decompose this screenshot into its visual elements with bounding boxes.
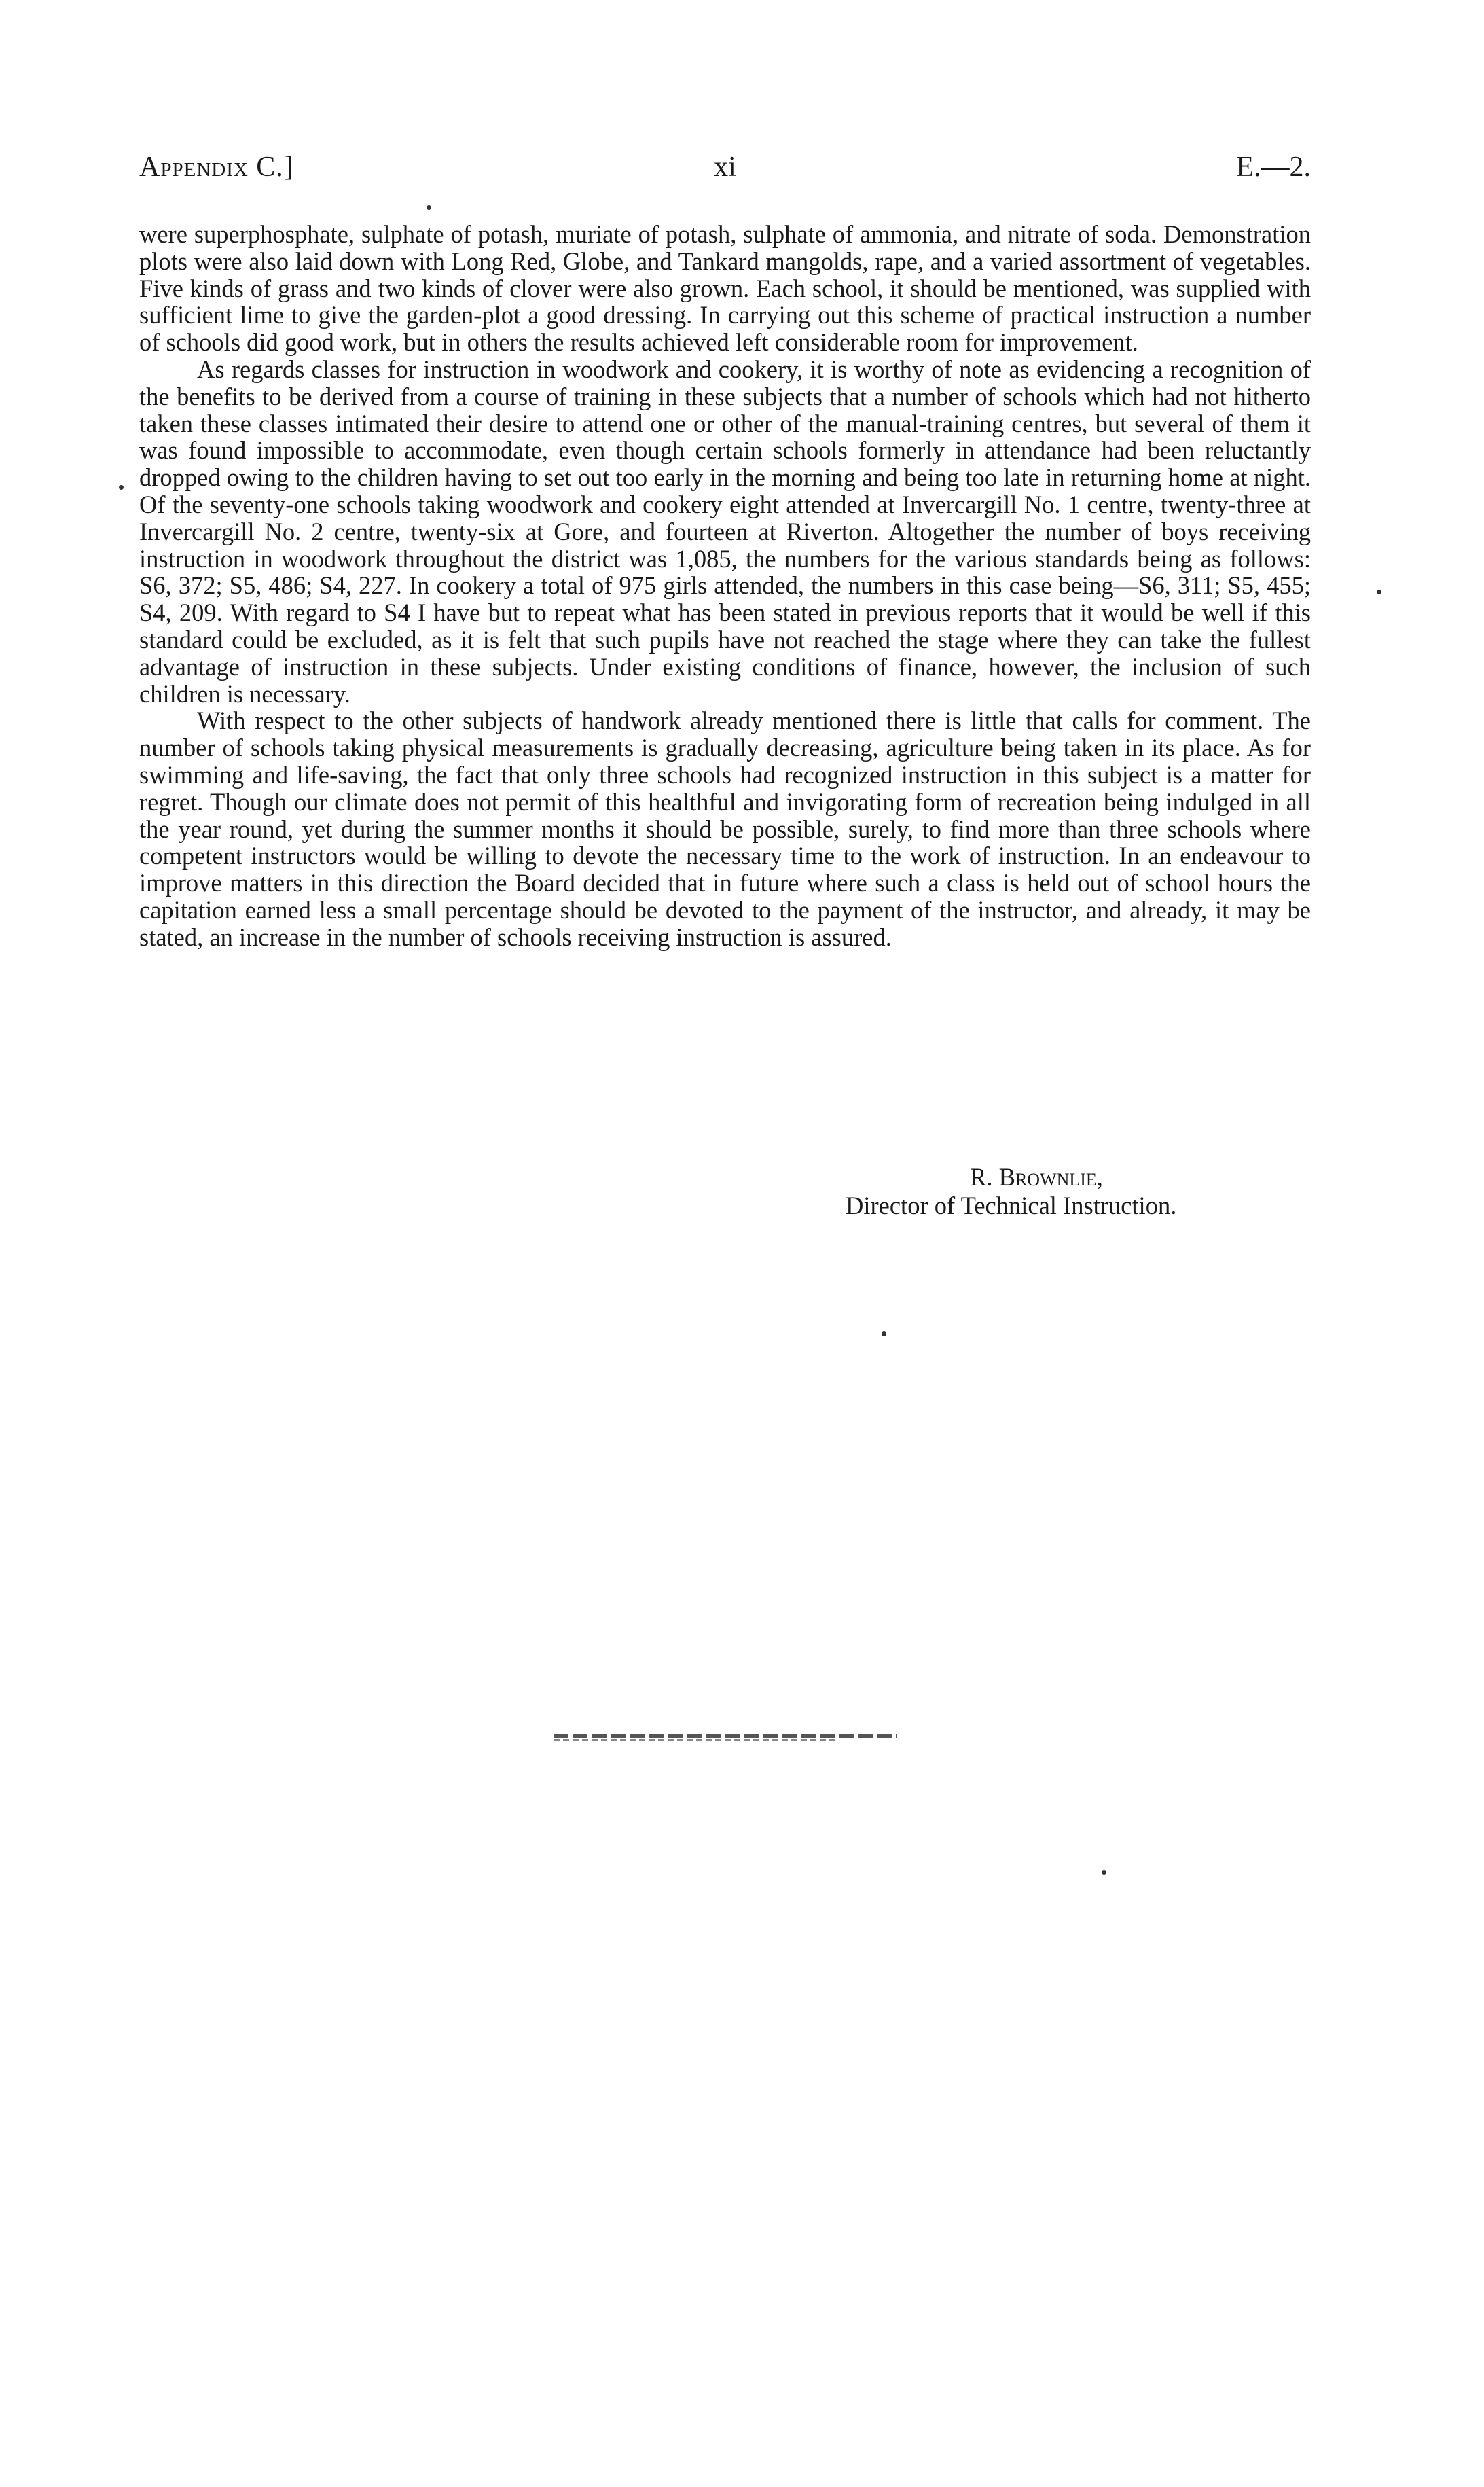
- document-reference: E.—2.: [1236, 151, 1311, 183]
- closing-rule-underline: [554, 1739, 839, 1741]
- speck: [882, 1331, 886, 1336]
- page-number: xi: [714, 151, 736, 183]
- speck: [1102, 1870, 1106, 1875]
- speck: [1377, 590, 1381, 594]
- page-header: [139, 151, 1311, 192]
- speck: [119, 485, 124, 490]
- report-body: [139, 221, 1311, 951]
- signatory-name: R. Brownlie,: [970, 1163, 1103, 1191]
- signatory-title: Director of Technical Instruction.: [846, 1192, 1177, 1219]
- paragraph-handwork: With respect to the other subjects of handwork already mentioned there is little that calls for comment. The number of schools taking physical measurements is gradually decreasing, agriculture being taken in its place. As for swimming and life-saving, the fact that only three schools had recognized instruction in this subject is a matter for regret. Though our climate does not permit of this healthful and invigorating form of recreation being indulged in all the year round, yet during the summer months it should be possible, surely, to find more than three schools where competent instructors would be willing to devote the necessary time to the work of instruction. In an endeavour to improve matters in this direction the Board decided that in future where such a class is held out of school hours the capitation earned less a small percentage should be devoted to the payment of the instructor, and already, it may be stated, an increase in the number of schools receiving instruction is assured.: [139, 706, 1311, 951]
- closing-rule: [554, 1734, 897, 1738]
- paragraph-agriculture: were superphosphate, sulphate of potash, muriate of potash, sulphate of ammonia, and nitrate of soda. Demonstration plots were also laid down with Long Red, Globe, and Tankard mangolds, rape, and a varied assortment of vegetables. Five kinds of grass and two kinds of clover were also grown. Each school, it should be mentioned, was supplied with sufficient lime to give the garden-plot a good dressing. In carrying out this scheme of practical instruction a number of schools did good work, but in others the results achieved left considerable room for improvement.: [139, 220, 1311, 357]
- paragraph-woodwork-cookery: As regards classes for instruction in woodwork and cookery, it is worthy of note as evidencing a recognition of the benefits to be derived from a course of training in these subjects that a number of schools which had not hitherto taken these classes intimated their desire to attend one or other of the manual-training centres, but several of them it was found impossible to accommodate, even though certain schools formerly in attendance had been reluctantly dropped owing to the children having to set out too early in the morning and being too late in returning home at night. Of the seventy-one schools taking woodwork and cookery eight attended at Invercargill No. 1 centre, twenty-three at Invercargill No. 2 centre, twenty-six at Gore, and fourteen at Riverton. Altogether the number of boys receiving instruction in woodwork throughout the district was 1,085, the numbers for the various standards being as follows: S6, 372; S5, 486; S4, 227. In cookery a total of 975 girls attended, the numbers in this case being—S6, 311; S5, 455; S4, 209. With regard to S4 I have but to repeat what has been stated in previous reports that it would be well if this standard could be excluded, as it is felt that such pupils have not reached the stage where they can take the fullest advantage of instruction in these subjects. Under existing conditions of finance, however, the inclusion of such children is necessary.: [139, 355, 1311, 708]
- appendix-label: Appendix C.]: [139, 151, 294, 183]
- speck: [427, 205, 431, 210]
